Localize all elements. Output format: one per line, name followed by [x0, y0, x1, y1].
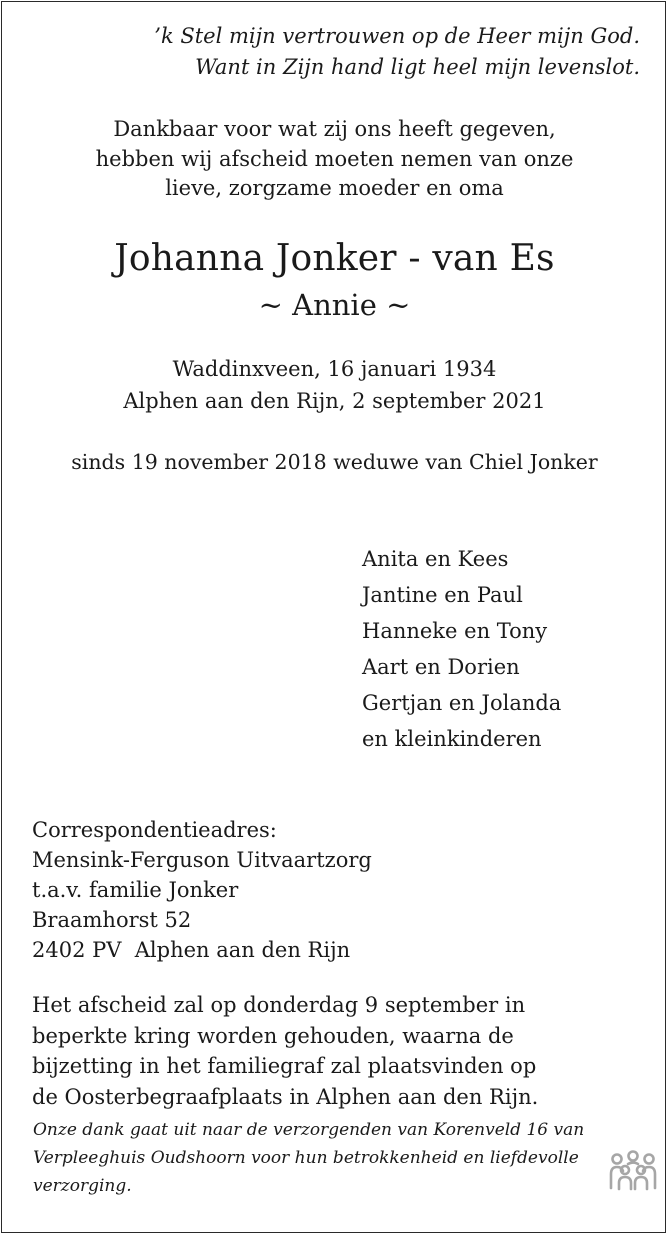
correspondence-line: Braamhorst 52: [32, 908, 192, 932]
birth-line: Waddinxveen, 16 januari 1934: [172, 357, 497, 381]
intro-line-1: Dankbaar voor wat zij ons heeft gegeven,: [113, 117, 556, 141]
intro-line-2: hebben wij afscheid moeten nemen van onze: [95, 147, 574, 171]
family-member: Jantine en Paul: [362, 583, 523, 607]
family-member: Hanneke en Tony: [362, 619, 548, 643]
intro-line-3: lieve, zorgzame moeder en oma: [165, 176, 504, 200]
motto-line-2: Want in Zijn hand ligt heel mijn levenslot.: [195, 55, 640, 79]
family-list: [362, 545, 561, 761]
funeral-details: [32, 990, 538, 1112]
correspondence-heading: Correspondentieadres:: [32, 818, 277, 842]
deceased-nickname: ~ Annie ~: [258, 288, 411, 322]
thanks-line: Verpleeghuis Oudshoorn voor hun betrokkenheid en liefdevolle: [33, 1148, 579, 1168]
widow-note: sinds 19 november 2018 weduwe van Chiel Jonker: [71, 450, 598, 474]
correspondence-line: 2402 PV Alphen aan den Rijn: [32, 938, 351, 962]
thanks-line: verzorging.: [33, 1176, 132, 1196]
funeral-line: Het afscheid zal op donderdag 9 september in: [32, 993, 526, 1017]
correspondence-address: [32, 815, 372, 965]
family-member: Anita en Kees: [362, 547, 509, 571]
thanks-note: [33, 1116, 584, 1200]
thanks-line: Onze dank gaat uit naar de verzorgenden van Korenveld 16 van: [33, 1120, 585, 1140]
family-member: Gertjan en Jolanda: [362, 691, 562, 715]
deceased-name: Johanna Jonker - van Es: [114, 238, 555, 279]
funeral-line: beperkte kring worden gehouden, waarna de: [32, 1023, 514, 1048]
funeral-line: bijzetting in het familiegraf zal plaatsvinden op: [32, 1054, 537, 1078]
correspondence-line: Mensink-Ferguson Uitvaartzorg: [32, 848, 372, 872]
funeral-line: de Oosterbegraafplaats in Alphen aan den Rijn.: [32, 1084, 539, 1109]
correspondence-line: t.a.v. familie Jonker: [32, 878, 239, 902]
family-member: en kleinkinderen: [362, 727, 542, 751]
family-member: Aart en Dorien: [362, 655, 520, 679]
death-line: Alphen aan den Rijn, 2 september 2021: [123, 389, 546, 413]
motto-line-1: ’k Stel mijn vertrouwen op de Heer mijn God.: [154, 24, 640, 48]
people-group-icon: [606, 1150, 660, 1192]
